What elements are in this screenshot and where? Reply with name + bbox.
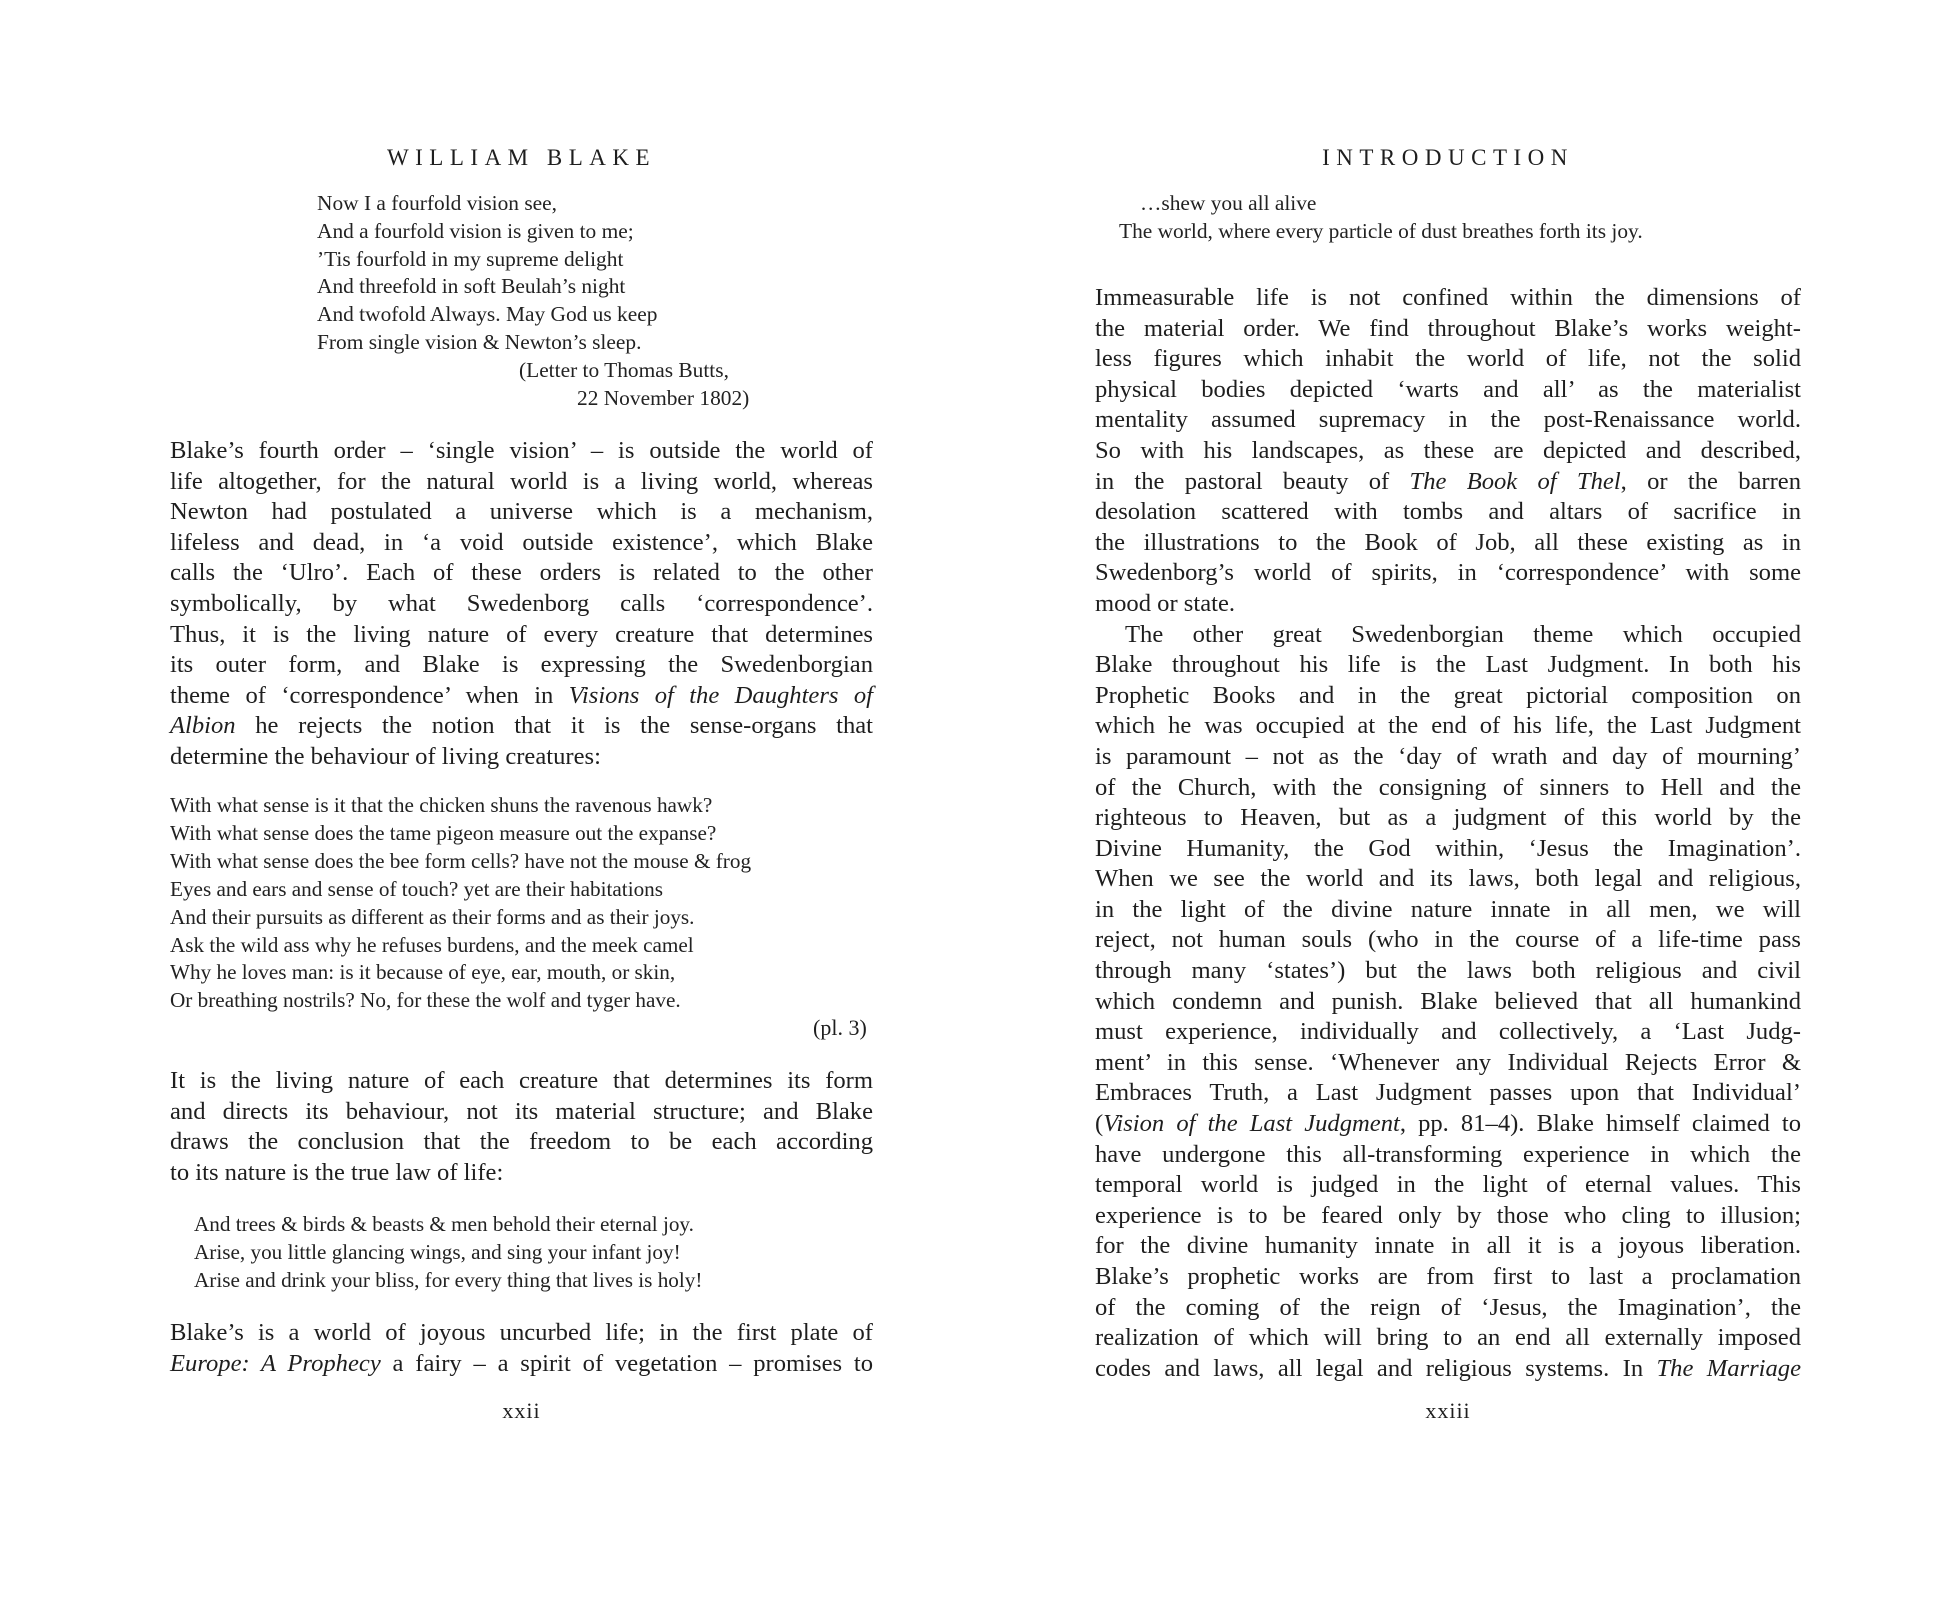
- verse-line: And twofold Always. May God us keep: [317, 302, 658, 327]
- text-line: Embraces Truth, a Last Judgment passes upon that Individual’: [1095, 1079, 1801, 1107]
- verse-line: With what sense does the tame pigeon measure out the expanse?: [170, 820, 717, 845]
- verse-line: And threefold in soft Beulah’s night: [317, 274, 626, 299]
- text-line: ment’ in this sense. ‘Whenever any Individual Rejects Error &: [1095, 1048, 1801, 1076]
- verse-line: Why he loves man: is it because of eye, ear, mouth, or skin,: [170, 960, 676, 985]
- italic-title: Visions of the Daughters of: [568, 681, 873, 709]
- italic-title: Europe: A Prophecy: [170, 1349, 381, 1377]
- text-line: for the divine humanity innate in all it is a joyous liberation.: [1095, 1232, 1801, 1260]
- body-paragraph: [170, 1318, 873, 1379]
- text-line: is paramount – not as the ‘day of wrath and day of mourning’: [1095, 742, 1801, 770]
- italic-title: Vision of the Last Judgment: [1103, 1110, 1400, 1138]
- verse-line: …shew you all alive: [1140, 191, 1317, 215]
- verse-line: Or breathing nostrils? No, for these the wolf and tyger have.: [170, 988, 681, 1013]
- text-line: Thus, it is the living nature of every creature that determines: [170, 620, 873, 648]
- text-line: Blake’s prophetic works are from first to last a proclamation: [1095, 1263, 1801, 1290]
- text-run: he rejects the notion that it is the sense-organs that: [235, 712, 873, 740]
- text-line: [170, 1349, 873, 1380]
- text-line: Blake throughout his life is the Last Judgment. In both his: [1095, 651, 1801, 679]
- text-line: The other great Swedenborgian theme which occupied: [1125, 620, 1801, 648]
- text-line: symbolically, by what Swedenborg calls ‘correspondence’.: [170, 589, 873, 617]
- text-line: physical bodies depicted ‘warts and all’ as the materialist: [1095, 375, 1801, 403]
- text-line: mentality assumed supremacy in the post-Renaissance world.: [1095, 406, 1801, 434]
- body-paragraph: [170, 436, 873, 773]
- text-line: It is the living nature of each creature that determines its form: [170, 1067, 873, 1094]
- italic-title: The Marriage: [1656, 1354, 1802, 1382]
- text-run: , pp. 81–4). Blake himself claimed to: [1399, 1110, 1801, 1138]
- verse-quotation: [170, 792, 751, 1015]
- text-run: theme of ‘correspondence’ when in: [170, 681, 569, 709]
- text-run: (: [1095, 1110, 1104, 1138]
- verse-line: Ask the wild ass why he refuses burdens, and the meek camel: [170, 932, 694, 957]
- verse-line: With what sense is it that the chicken shuns the ravenous hawk?: [170, 793, 713, 817]
- page-number: xxiii: [1425, 1398, 1471, 1423]
- text-line: Prophetic Books and in the great pictorial composition on: [1095, 681, 1801, 709]
- text-line: the illustrations to the Book of Job, all these existing as in: [1095, 528, 1801, 556]
- text-line: have undergone this all-transforming experience in which the: [1095, 1140, 1801, 1168]
- text-line: of the coming of the reign of ‘Jesus, the Imagination’, the: [1095, 1293, 1801, 1321]
- text-line: [1095, 467, 1801, 498]
- text-run: , or the barren: [1620, 467, 1802, 495]
- text-line: When we see the world and its laws, both legal and religious,: [1095, 865, 1801, 893]
- running-head: INTRODUCTION: [1322, 145, 1574, 170]
- citation-line: 22 November 1802): [577, 386, 750, 410]
- verse-line: And trees & birds & beasts & men behold their eternal joy.: [194, 1212, 694, 1236]
- text-line: through many ‘states’) but the laws both religious and civil: [1095, 957, 1801, 985]
- text-line: desolation scattered with tombs and altars of sacrifice in: [1095, 498, 1801, 526]
- verse-line: Arise, you little glancing wings, and sing your infant joy!: [194, 1239, 681, 1264]
- text-run: codes and laws, all legal and religious systems. In: [1095, 1354, 1657, 1382]
- text-line: the material order. We find throughout Blake’s works weight-: [1095, 314, 1801, 342]
- text-line: Newton had postulated a universe which is a mechanism,: [170, 498, 873, 526]
- text-line: Blake’s is a world of joyous uncurbed life; in the first plate of: [170, 1319, 873, 1346]
- text-line: [1095, 1109, 1801, 1140]
- text-line: [170, 681, 873, 712]
- verse-line: Now I a fourfold vision see,: [317, 191, 557, 215]
- text-line: in the light of the divine nature innate in all men, we will: [1095, 895, 1801, 923]
- running-head: WILLIAM BLAKE: [386, 145, 657, 170]
- text-line: and directs its behaviour, not its material structure; and Blake: [170, 1097, 873, 1125]
- verse-quotation: [317, 190, 657, 357]
- text-line: reject, not human souls (who in the course of a life-time pass: [1095, 926, 1801, 954]
- text-line: less figures which inhabit the world of life, not the solid: [1095, 345, 1801, 373]
- body-paragraph: [170, 1066, 873, 1188]
- text-line: Swedenborg’s world of spirits, in ‘correspondence’ with some: [1095, 559, 1801, 587]
- text-line: righteous to Heaven, but as a judgment of this world by the: [1095, 804, 1801, 832]
- italic-title: The Book of Thel: [1409, 467, 1621, 495]
- verse-line: Eyes and ears and sense of touch? yet are their habitations: [170, 876, 664, 901]
- text-line: which condemn and punish. Blake believed that all humankind: [1095, 987, 1801, 1015]
- text-line: So with his landscapes, as these are depicted and described,: [1095, 436, 1801, 464]
- text-line: temporal world is judged in the light of eternal values. This: [1095, 1171, 1801, 1199]
- text-line: Divine Humanity, the God within, ‘Jesus the Imagination’.: [1095, 834, 1801, 862]
- text-run: a fairy – a spirit of vegetation – promises to: [380, 1349, 873, 1377]
- text-line: its outer form, and Blake is expressing the Swedenborgian: [170, 651, 873, 679]
- text-line: life altogether, for the natural world is a living world, whereas: [170, 467, 873, 495]
- italic-title: Albion: [170, 712, 236, 740]
- text-line: Blake’s fourth order – ‘single vision’ – is outside the world of: [170, 437, 873, 464]
- verse-line: With what sense does the bee form cells? have not the mouse & frog: [170, 848, 752, 873]
- text-line: Immeasurable life is not confined within the dimensions of: [1095, 284, 1801, 311]
- text-line: must experience, individually and collectively, a ‘Last Judg-: [1095, 1018, 1801, 1046]
- text-line: of the Church, with the consigning of sinners to Hell and the: [1095, 773, 1801, 801]
- text-line: [170, 711, 873, 742]
- text-line: mood or state.: [1095, 589, 1236, 617]
- body-paragraph: [1095, 283, 1801, 1384]
- verse-line: Arise and drink your bliss, for every thing that lives is holy!: [194, 1267, 703, 1292]
- text-line: draws the conclusion that the freedom to be each according: [170, 1128, 873, 1156]
- text-line: to its nature is the true law of life:: [170, 1158, 504, 1186]
- verse-quotation: [194, 1211, 702, 1294]
- citation-line: (Letter to Thomas Butts,: [519, 358, 729, 382]
- text-run: in the pastoral beauty of: [1095, 467, 1410, 495]
- verse-quotation: [1119, 190, 1643, 246]
- text-line: experience is to be feared only by those who cling to illusion;: [1095, 1201, 1801, 1229]
- verse-citation: (pl. 3): [813, 1015, 867, 1040]
- text-line: [1095, 1354, 1801, 1385]
- text-line: determine the behaviour of living creatures:: [170, 742, 601, 770]
- text-line: which he was occupied at the end of his life, the Last Judgment: [1095, 712, 1801, 740]
- text-line: realization of which will bring to an end all externally imposed: [1095, 1324, 1801, 1352]
- verse-line: And their pursuits as different as their forms and as their joys.: [170, 904, 695, 929]
- page-number: xxii: [502, 1398, 541, 1423]
- verse-line: From single vision & Newton’s sleep.: [317, 329, 642, 354]
- text-line: calls the ‘Ulro’. Each of these orders is related to the other: [170, 559, 873, 587]
- verse-line: The world, where every particle of dust breathes forth its joy.: [1119, 218, 1643, 243]
- verse-line: And a fourfold vision is given to me;: [317, 218, 634, 243]
- verse-line: ’Tis fourfold in my supreme delight: [317, 246, 624, 271]
- text-line: lifeless and dead, in ‘a void outside existence’, which Blake: [170, 528, 873, 556]
